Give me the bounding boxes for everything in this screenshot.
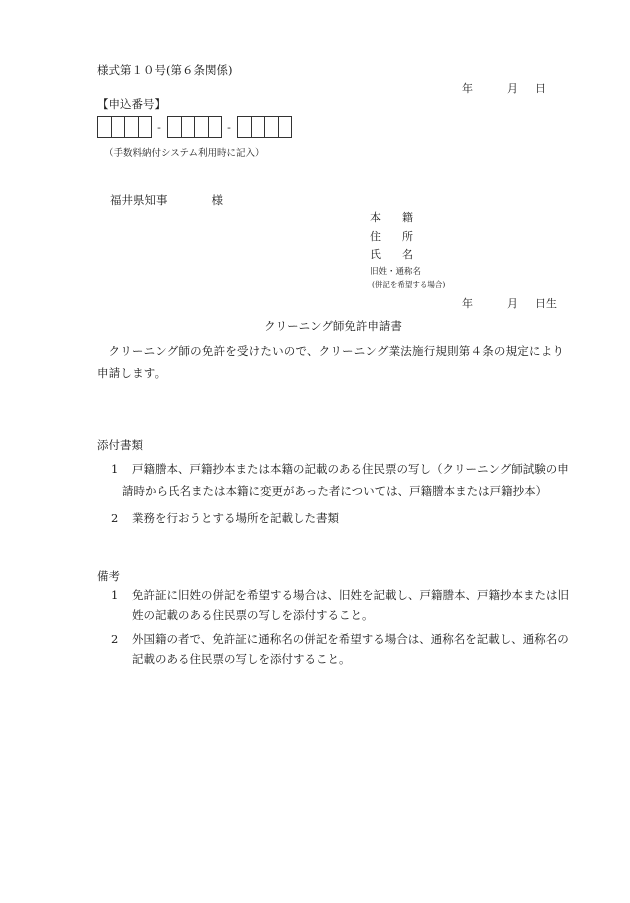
- former-name-label: 旧姓・通称名: [370, 267, 422, 277]
- digit-box[interactable]: [237, 116, 252, 138]
- remark-item: [97, 629, 571, 669]
- addressee-honorific: 様: [211, 193, 223, 207]
- item-text: 業務を行おうとする場所を記載した書類: [132, 511, 339, 525]
- remarks-heading: 備考: [97, 569, 120, 583]
- document-body: クリーニング師の免許を受けたいので、クリーニング業法施行規則第４条の規定により申請します。: [97, 344, 565, 380]
- attachment-item: [97, 507, 571, 529]
- addressee-name: 福井県知事: [110, 193, 168, 207]
- digit-box[interactable]: [181, 116, 196, 138]
- digit-box[interactable]: [138, 116, 153, 138]
- application-number-boxes: [97, 116, 291, 138]
- date-month-label: 月: [507, 82, 518, 95]
- addressee: [110, 192, 223, 208]
- application-number-label: 【申込番号】: [97, 97, 166, 111]
- date-day-label: 日: [535, 82, 546, 95]
- applicant-domicile-label: 本 籍: [370, 211, 413, 224]
- item-number: 1: [111, 588, 119, 602]
- digit-box[interactable]: [208, 116, 223, 138]
- attachment-item: [97, 458, 571, 502]
- remark-item: [97, 585, 571, 625]
- birth-year-label: 年: [462, 297, 473, 310]
- attachments-heading: 添付書類: [97, 438, 143, 452]
- application-number-note: （手数料納付システム利用時に記入）: [104, 148, 265, 159]
- digit-box[interactable]: [194, 116, 209, 138]
- application-number-separator: -: [157, 120, 161, 134]
- date-year-label: 年: [462, 82, 473, 95]
- birth-month-label: 月: [507, 297, 518, 310]
- digit-box[interactable]: [264, 116, 279, 138]
- digit-box[interactable]: [124, 116, 139, 138]
- document-title: クリーニング師免許申請書: [264, 319, 402, 333]
- item-number: 2: [111, 632, 119, 646]
- item-number: 1: [111, 462, 119, 476]
- former-name-note: (併記を希望する場合): [372, 280, 446, 289]
- digit-box[interactable]: [278, 116, 293, 138]
- digit-box[interactable]: [251, 116, 266, 138]
- item-text: 戸籍謄本、戸籍抄本または本籍の記載のある住民票の写し（クリーニング師試験の申請時から氏名または本籍に変更があった者については、戸籍謄本または戸籍抄本）: [122, 462, 569, 498]
- form-number: 様式第１０号(第６条関係): [97, 63, 233, 77]
- application-number-separator: -: [227, 120, 231, 134]
- digit-box[interactable]: [97, 116, 112, 138]
- item-number: 2: [111, 511, 119, 525]
- item-text: 免許証に旧姓の併記を希望する場合は、旧姓を記載し、戸籍謄本、戸籍抄本または旧姓の記載のある住民票の写しを添付すること。: [132, 588, 569, 622]
- digit-box[interactable]: [167, 116, 182, 138]
- item-text: 外国籍の者で、免許証に通称名の併記を希望する場合は、通称名を記載し、通称名の記載のある住民票の写しを添付すること。: [132, 632, 569, 666]
- digit-box[interactable]: [111, 116, 126, 138]
- applicant-address-label: 住 所: [370, 230, 413, 243]
- birth-day-label: 日生: [535, 297, 557, 310]
- applicant-name-label: 氏 名: [370, 248, 413, 261]
